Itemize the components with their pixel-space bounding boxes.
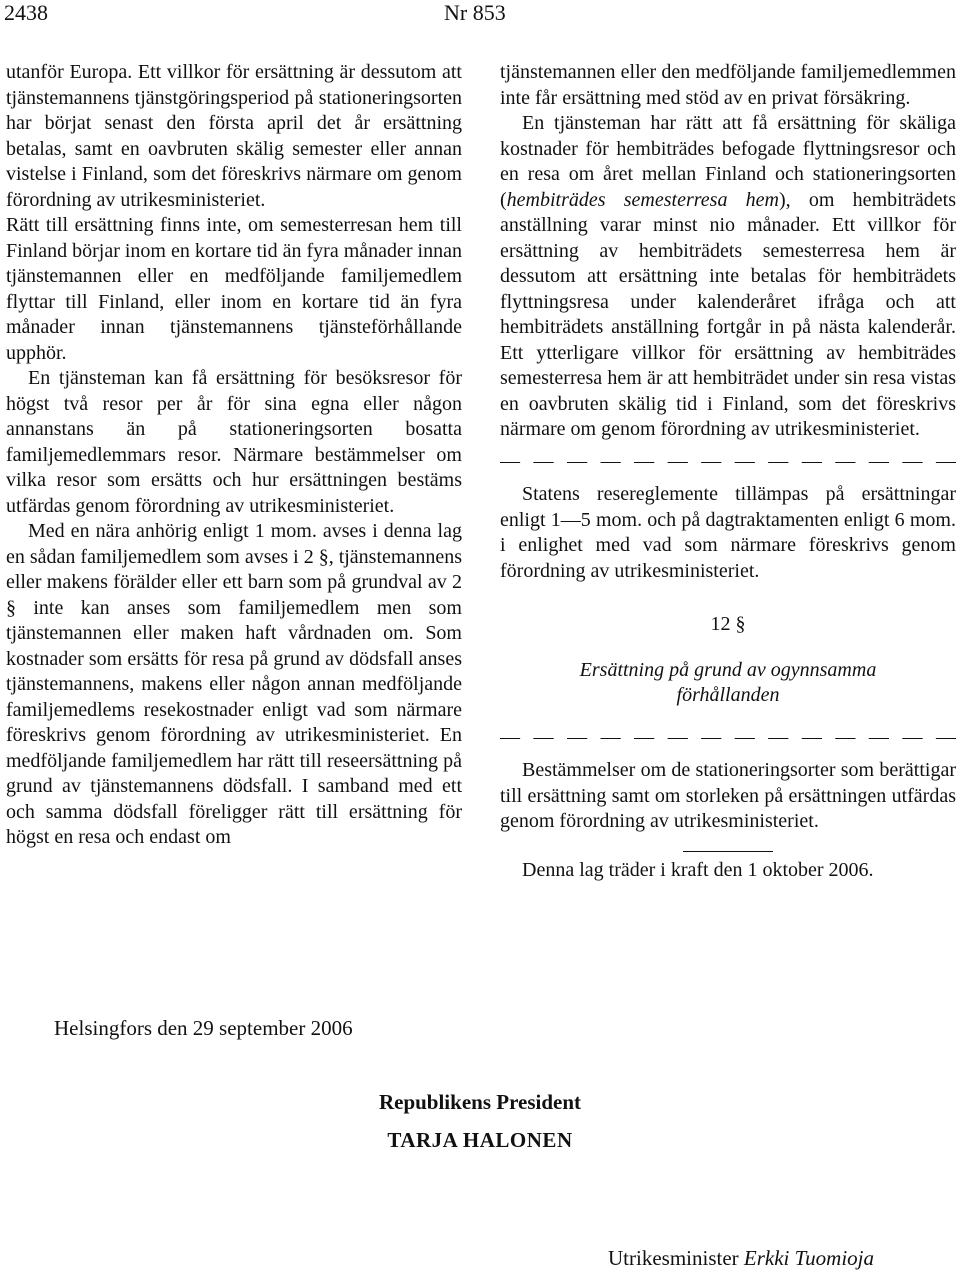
left-paragraph-1a: utanför Europa. Ett villkor för ersättning är dessutom att tjänstemannens tjänstgöringsperiod på stationeringsorten har börjat senast den första april det år ersättning betalas, samt en oavbruten skälig semester eller annan vistelse i Finland, som det föreskrivs närmare om genom förordning av utrikesministeriet. [6,61,462,211]
minister-title: Utrikesminister [608,1246,739,1270]
short-divider [683,851,773,852]
right-paragraph-2-start: En tjänsteman har rätt att få ersättning för skäliga kostnader för hembiträdes befogade flyttningsresor och en resa om året mellan Finland och stationeringsorten ( [500,112,956,211]
minister-name: Erkki Tuomioja [743,1246,874,1270]
right-paragraph-2 [500,111,956,443]
omission-dashes-2: — — — — — — — — — — — — — — [500,725,956,748]
place-date: Helsingfors den 29 september 2006 [54,1016,353,1040]
left-paragraph-1b: Rätt till ersättning finns inte, om semesterresan hem till Finland börjar inom en kortare tid än fyra månader innan tjänstemannen eller en medföljande familjemedlem flyttar till Finland, eller inom en kortare tid än fyra månader innan tjänstemannens tjänsteförhållande upphör. [6,214,462,364]
issue-number: Nr 853 [444,0,506,25]
section-number: 12 § [710,613,746,635]
page-number: 2438 [4,0,48,25]
right-column [500,60,956,883]
right-paragraph-2-italic: hembiträdes semesterresa hem [506,188,780,211]
omission-dashes-1: — — — — — — — — — — — — — — [500,449,956,472]
left-paragraph-3: Med en nära anhörig enligt 1 mom. avses i denna lag en sådan familjemedlem som avses i 2 §, tjänstemannens eller makens förälder eller ett barn som på grundval av 2 § inte kan anses som familjemedlem men som tjänstemannen eller maken haft vårdnaden om. Som kostnader som ersätts för resa på grund av dödsfall anses tjänstemannens, makens eller någon annan medföljande familjemedlems resekostnader enligt vad som närmare föreskrivs genom förordning av utrikesministeriet. En medföljande familjemedlem har rätt till reseersättning på grund av tjänstemannens dödsfall. I samband med ett och samma dödsfall föreligger rätt till ersättning för högst en resa och endast om [6,520,462,848]
effective-date: Denna lag träder i kraft den 1 oktober 2006. [522,858,874,881]
minister-signature [608,1246,874,1271]
section-title: Ersättning på grund av ogynnsamma förhållanden [579,658,877,706]
left-column [6,60,462,851]
right-paragraph-4: Bestämmelser om de stationeringsorter som berättigar till ersättning samt om storleken på ersättningen utfärdas genom förordning av utrikesministeriet. [500,759,956,832]
left-paragraph-2: En tjänsteman kan få ersättning för besöksresor för högst två resor per år för sina egna eller någon annanstans än på stationeringsorten bosatta familjemedlemmars resor. Närmare bestämmelser om vilka resor som ersätts och hur ersättningen bestäms utfärdas genom förordning av utrikesministeriet. [6,367,462,517]
president-name: TARJA HALONEN [387,1128,573,1152]
right-paragraph-3: Statens resereglemente tillämpas på ersättningar enligt 1—5 mom. och på dagtraktamenten enligt 6 mom. i enlighet med vad som närmare föreskrivs genom förordning av utrikesministeriet. [500,483,956,582]
right-paragraph-2-end: ), om hembiträdets anställning varar minst nio månader. Ett villkor för ersättning av hembiträdets semesterresa hem är dessutom att ersättning inte betalas för hembiträdets flyttningsresa under kalenderåret ifråga och att hembiträdets anställning fortgår in på nästa kalenderår. Ett ytterligare villkor för ersättning av hembiträdes semesterresa hem är att hembiträdet under sin resa vistas en oavbruten skälig tid i Finland, som det föreskrivs närmare om genom förordning av utrikesministeriet. [500,188,956,440]
right-paragraph-1: tjänstemannen eller den medföljande familjemedlemmen inte får ersättning med stöd av en privat försäkring. [500,61,956,109]
president-title: Republikens President [378,1090,582,1114]
